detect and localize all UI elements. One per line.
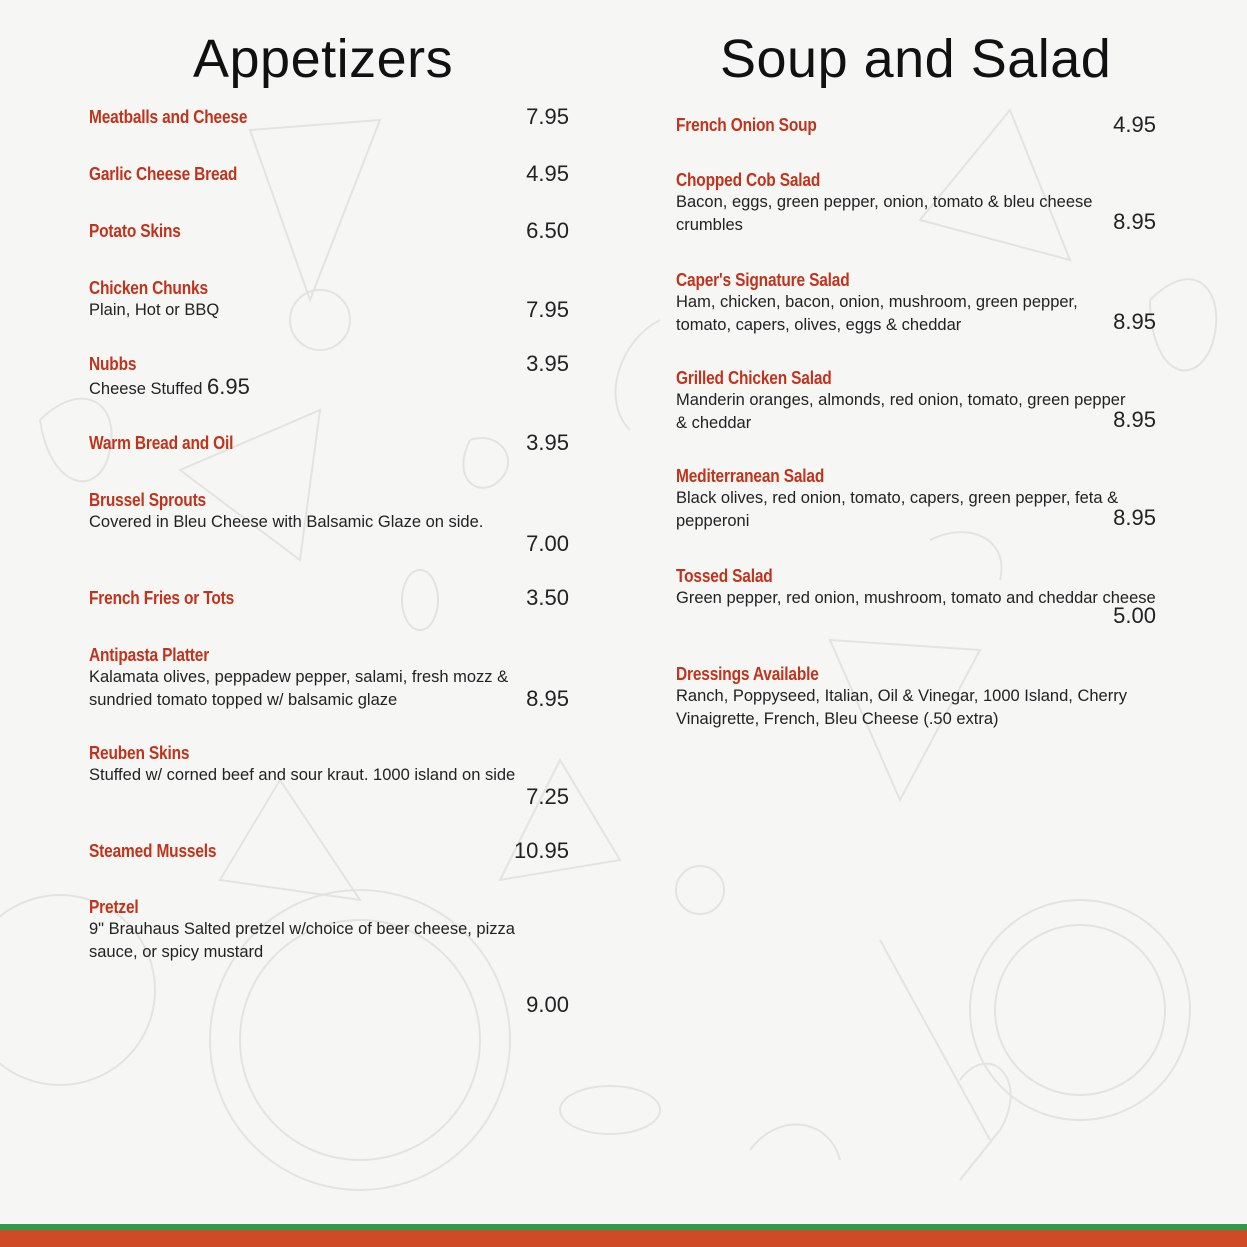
item-price: 3.95 <box>526 351 569 376</box>
menu-item <box>89 106 569 128</box>
item-inline-price: 6.95 <box>207 374 250 399</box>
item-name: Steamed Mussels <box>89 841 217 861</box>
item-description: Bacon, eggs, green pepper, onion, tomato & bleu cheese crumbles <box>676 193 1093 234</box>
item-name: Chopped Cob Salad <box>676 170 821 190</box>
menu-item <box>676 169 1156 237</box>
item-price: 7.95 <box>526 297 569 322</box>
item-price: 4.95 <box>526 161 569 186</box>
menu-item <box>89 432 569 454</box>
item-description: Stuffed w/ corned beef and sour kraut. 1000 island on side <box>89 766 516 784</box>
item-description: Covered in Bleu Cheese with Balsamic Glaze on side. <box>89 513 484 531</box>
item-name: Meatballs and Cheese <box>89 107 248 127</box>
item-name: French Onion Soup <box>676 115 817 135</box>
item-name: Potato Skins <box>89 221 181 241</box>
soup-salad-heading: Soup and Salad <box>720 29 1112 89</box>
item-price: 5.00 <box>1113 603 1156 628</box>
menu-item <box>89 587 569 609</box>
item-description <box>89 375 569 401</box>
item-name: Nubbs <box>89 354 137 374</box>
item-name: Mediterranean Salad <box>676 466 825 486</box>
item-price: 9.00 <box>526 992 569 1017</box>
menu-item <box>89 277 569 322</box>
item-price: 8.95 <box>1113 209 1156 234</box>
item-description: Plain, Hot or BBQ <box>89 301 220 319</box>
menu-item <box>676 367 1156 435</box>
item-price: 7.25 <box>526 784 569 809</box>
item-description: Kalamata olives, peppadew pepper, salami, fresh mozz & sundried tomato topped w/ balsamic glaze <box>89 668 509 709</box>
menu-item <box>676 465 1156 533</box>
item-price: 3.95 <box>526 430 569 455</box>
item-name: Dressings Available <box>676 664 819 684</box>
item-name: Brussel Sprouts <box>89 490 207 510</box>
item-name: Antipasta Platter <box>89 645 210 665</box>
item-description: Ham, chicken, bacon, onion, mushroom, green pepper, tomato, capers, olives, eggs & cheddar <box>676 293 1078 334</box>
menu-item <box>89 353 569 401</box>
item-price: 6.50 <box>526 218 569 243</box>
menu-item <box>676 114 1156 136</box>
item-price: 3.50 <box>526 585 569 610</box>
item-name: Reuben Skins <box>89 743 190 763</box>
item-price: 10.95 <box>513 838 569 863</box>
menu-item <box>89 220 569 242</box>
item-name: Warm Bread and Oil <box>89 433 234 453</box>
item-price: 7.00 <box>526 531 569 556</box>
item-description: Manderin oranges, almonds, red onion, tomato, green pepper & cheddar <box>676 391 1126 432</box>
item-description-text: Cheese Stuffed <box>89 380 208 398</box>
item-name: Pretzel <box>89 897 139 917</box>
item-description: Ranch, Poppyseed, Italian, Oil & Vinegar, 1000 Island, Cherry Vinaigrette, French, Bleu Cheese (.50 extra) <box>676 687 1127 728</box>
footer-red-band <box>0 1230 1247 1247</box>
menu-item <box>89 644 569 712</box>
item-name: French Fries or Tots <box>89 588 235 608</box>
menu-item <box>676 565 1156 628</box>
item-name: Caper's Signature Salad <box>676 270 850 290</box>
item-description: Green pepper, red onion, mushroom, tomato and cheddar cheese <box>676 589 1156 607</box>
item-price: 4.95 <box>1113 112 1156 137</box>
menu-item <box>89 840 569 862</box>
menu-item <box>89 896 569 1017</box>
item-price: 8.95 <box>1113 309 1156 334</box>
menu-item <box>89 489 569 556</box>
item-name: Tossed Salad <box>676 566 773 586</box>
appetizers-heading: Appetizers <box>193 29 454 89</box>
item-price: 8.95 <box>1113 505 1156 530</box>
item-name: Chicken Chunks <box>89 278 208 298</box>
item-name: Garlic Cheese Bread <box>89 164 238 184</box>
item-description: 9" Brauhaus Salted pretzel w/choice of beer cheese, pizza sauce, or spicy mustard <box>89 920 515 961</box>
menu-item <box>676 663 1156 731</box>
item-description: Black olives, red onion, tomato, capers, green pepper, feta & pepperoni <box>676 489 1119 530</box>
menu-item <box>676 269 1156 337</box>
item-price: 7.95 <box>526 104 569 129</box>
menu-item <box>89 163 569 185</box>
item-name: Grilled Chicken Salad <box>676 368 832 388</box>
item-price: 8.95 <box>526 686 569 711</box>
item-price: 8.95 <box>1113 407 1156 432</box>
menu-item <box>89 742 569 809</box>
